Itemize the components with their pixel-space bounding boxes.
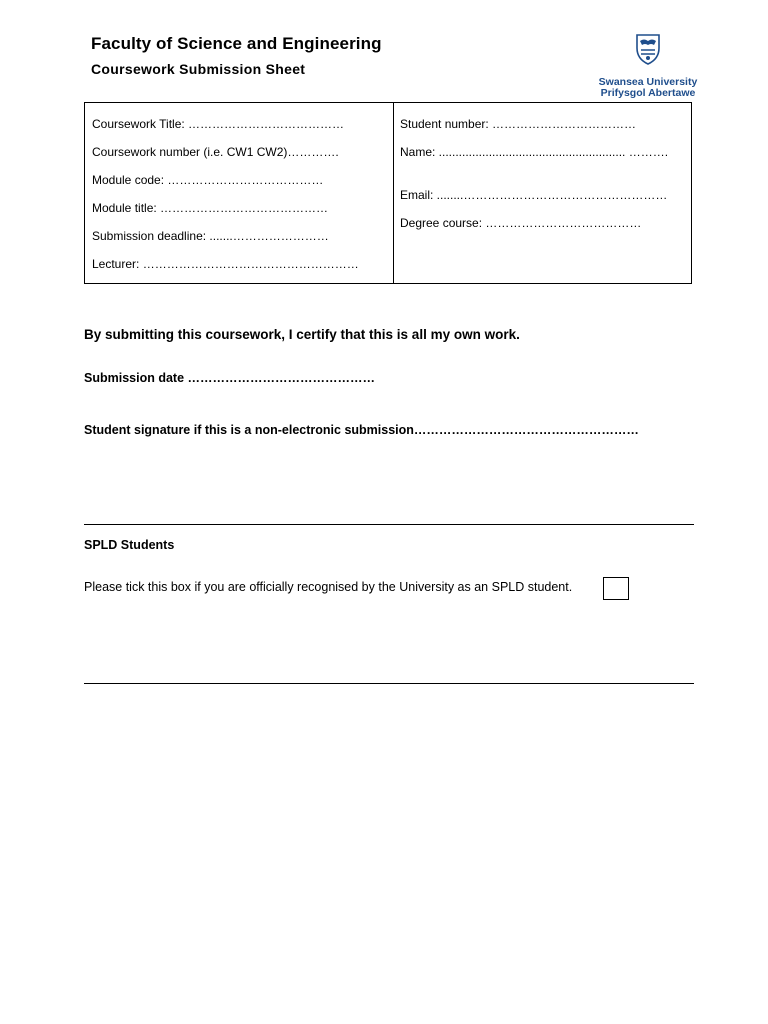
lecturer-field[interactable]: Lecturer: ………………………………………………	[92, 257, 359, 271]
submission-date-field[interactable]: Submission date ………………………………………	[84, 371, 375, 385]
degree-course-field[interactable]: Degree course: …………………………………	[400, 216, 642, 230]
column-divider	[393, 103, 394, 283]
student-signature-field[interactable]: Student signature if this is a non-electronic submission………………………………………………	[84, 423, 639, 437]
university-crest-icon	[631, 32, 665, 66]
module-title-field[interactable]: Module title: ……………………………………	[92, 201, 329, 215]
email-field[interactable]: Email: ........……………………………………………	[400, 188, 668, 202]
logo-text-english: Swansea University	[598, 76, 698, 88]
page-subtitle: Coursework Submission Sheet	[91, 61, 306, 77]
certification-statement: By submitting this coursework, I certify that this is all my own work.	[84, 327, 520, 342]
student-number-field[interactable]: Student number: ………………………………	[400, 117, 637, 131]
coursework-title-field[interactable]: Coursework Title: …………………………………	[92, 117, 345, 131]
logo-text-welsh: Prifysgol Abertawe	[600, 87, 696, 99]
university-logo	[592, 32, 704, 104]
name-field[interactable]: Name: ........................................................ ……….	[400, 145, 669, 159]
details-table	[84, 102, 692, 284]
coursework-number-field[interactable]: Coursework number (i.e. CW1 CW2)………….	[92, 145, 339, 159]
submission-deadline-field[interactable]: Submission deadline: .......……………………	[92, 229, 329, 243]
spld-checkbox[interactable]	[603, 577, 629, 600]
section-divider-bottom	[84, 683, 694, 684]
spld-instruction: Please tick this box if you are officially recognised by the University as an SPLD student.	[84, 580, 573, 594]
spld-heading: SPLD Students	[84, 538, 175, 552]
page-title: Faculty of Science and Engineering	[91, 34, 382, 53]
section-divider-top	[84, 524, 694, 525]
module-code-field[interactable]: Module code: …………………………………	[92, 173, 324, 187]
